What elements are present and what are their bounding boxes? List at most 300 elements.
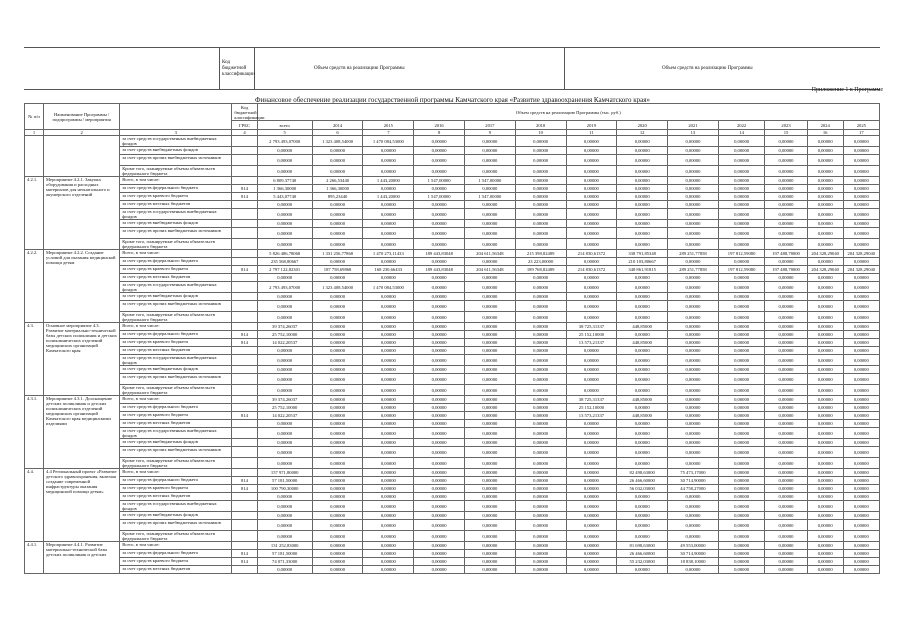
year-value: 0,00000	[566, 147, 617, 155]
total-value: 5 443,07740	[257, 193, 312, 201]
year-value: 0,00000	[414, 458, 465, 469]
total-value: 0,00000	[257, 347, 312, 355]
year-value: 0,00000	[843, 558, 879, 566]
year-value: 0,00000	[617, 312, 668, 323]
total-value: 5 826 486,78068	[257, 250, 312, 258]
budget-code	[232, 293, 257, 301]
year-value: 0,00000	[363, 347, 414, 355]
year-value: 0,00000	[515, 193, 566, 201]
year-value: 1 547,00000	[464, 193, 515, 201]
year-value: 0,00000	[414, 258, 465, 266]
funding-source: Всего, в том числе:	[120, 250, 232, 258]
year-value: 0,00000	[765, 274, 807, 282]
year-value: 0,00000	[515, 439, 566, 447]
funding-source: за счет средств государственных внебюджетных фондов	[120, 428, 232, 439]
year-value: 0,00000	[843, 477, 879, 485]
year-value: 26 466,60000	[617, 477, 668, 485]
year-value: 0,00000	[843, 366, 879, 374]
year-value: 0,00000	[765, 239, 807, 250]
year-value: 0,00000	[566, 520, 617, 531]
column-index: 15	[765, 130, 807, 136]
year-header: 2025	[843, 121, 879, 130]
year-value: 0,00000	[312, 396, 363, 404]
year-value: 0,00000	[566, 355, 617, 366]
year-value: 0,00000	[668, 428, 719, 439]
year-value: 0,00000	[843, 274, 879, 282]
budget-code	[232, 531, 257, 542]
year-header: 2016	[414, 121, 465, 130]
year-value: 0,00000	[515, 293, 566, 301]
budget-code	[232, 501, 257, 512]
year-value: 0,00000	[414, 239, 465, 250]
year-value: 0,00000	[363, 323, 414, 331]
year-value: 0,00000	[843, 239, 879, 250]
funding-source: за счет средств местных бюджетов	[120, 420, 232, 428]
year-value: 0,00000	[807, 439, 843, 447]
year-value: 0,00000	[843, 469, 879, 477]
budget-code: 814	[232, 266, 257, 274]
year-value: 0,00000	[464, 485, 515, 493]
year-value: 25 152,10000	[566, 331, 617, 339]
table-row	[25, 366, 880, 374]
total-value: 0,00000	[257, 228, 312, 239]
year-value: 25 152,10000	[566, 404, 617, 412]
budget-code: 814	[232, 550, 257, 558]
budget-code	[232, 274, 257, 282]
year-value: 0,00000	[617, 347, 668, 355]
table-row	[25, 493, 880, 501]
year-value: 0,00000	[515, 412, 566, 420]
total-value: 0,00000	[257, 312, 312, 323]
year-value: 214 830,61372	[566, 266, 617, 274]
funding-source: Кроме того, планируемые объемы обязательств федерального бюджета	[120, 458, 232, 469]
year-value: 0,00000	[718, 428, 765, 439]
year-value: 1 470 084,53000	[363, 282, 414, 293]
funding-source: за счет средств местных бюджетов	[120, 274, 232, 282]
year-value: 0,00000	[843, 566, 879, 574]
year-value: 0,00000	[718, 177, 765, 185]
year-value: 0,00000	[566, 301, 617, 312]
year-value: 0,00000	[566, 185, 617, 193]
year-value: 0,00000	[807, 420, 843, 428]
total-value: 0,00000	[257, 428, 312, 439]
total-value: 157 971,80000	[257, 469, 312, 477]
year-value: 0,00000	[765, 550, 807, 558]
year-value: 0,00000	[765, 166, 807, 177]
year-value: 0,00000	[807, 193, 843, 201]
year-value: 0,00000	[464, 374, 515, 385]
year-value: 0,00000	[566, 558, 617, 566]
year-value: 0,00000	[414, 366, 465, 374]
funding-source: Кроме того, планируемые объемы обязательств федерального бюджета	[120, 385, 232, 396]
column-index: 16	[807, 130, 843, 136]
year-value: 0,00000	[414, 293, 465, 301]
year-value: 0,00000	[464, 239, 515, 250]
funding-source: Кроме того, планируемые объемы обязательств федерального бюджета	[120, 531, 232, 542]
year-value: 0,00000	[807, 447, 843, 458]
total-value: 0,00000	[257, 155, 312, 166]
year-value: 0,00000	[515, 428, 566, 439]
table-row	[25, 485, 880, 493]
funding-source: Всего, в том числе:	[120, 469, 232, 477]
column-index: 17	[843, 130, 879, 136]
total-value: 0,00000	[257, 293, 312, 301]
funding-source: Всего, в том числе:	[120, 323, 232, 331]
year-value: 204 611,56348	[464, 266, 515, 274]
year-value: 189 443,83048	[414, 250, 465, 258]
year-value: 0,00000	[363, 477, 414, 485]
year-value: 0,00000	[765, 542, 807, 550]
year-value: 0,00000	[312, 355, 363, 366]
year-value: 0,00000	[617, 566, 668, 574]
activity-name: Мероприятие 4.3.1. Дооснащение детских поликлиник и детских поликлинических отделений медицинских организаций Камчатского края медицинскими изделиями	[44, 396, 120, 469]
year-value: 0,00000	[515, 566, 566, 574]
year-value: 0,00000	[668, 177, 719, 185]
year-value: 0,00000	[617, 512, 668, 520]
year-value: 0,00000	[718, 274, 765, 282]
year-value: 189 768,82489	[515, 266, 566, 274]
year-value: 0,00000	[312, 439, 363, 447]
year-value: 0,00000	[312, 366, 363, 374]
funding-source: за счет средств краевого бюджета	[120, 412, 232, 420]
year-value: 0,00000	[807, 501, 843, 512]
year-value: 0,00000	[843, 493, 879, 501]
year-value: 0,00000	[312, 501, 363, 512]
year-value: 0,00000	[566, 439, 617, 447]
year-value: 0,00000	[617, 228, 668, 239]
year-value: 0,00000	[363, 339, 414, 347]
funding-source: за счет средств краевого бюджета	[120, 339, 232, 347]
year-value: 0,00000	[464, 566, 515, 574]
year-value: 0,00000	[718, 531, 765, 542]
year-value: 55 232,03000	[617, 558, 668, 566]
year-value: 0,00000	[566, 155, 617, 166]
year-value: 197 812,59080	[718, 266, 765, 274]
year-value: 0,00000	[363, 542, 414, 550]
year-value: 0,00000	[617, 355, 668, 366]
year-value: 0,00000	[718, 566, 765, 574]
year-value: 0,00000	[718, 542, 765, 550]
year-header: 2017	[464, 121, 515, 130]
year-value: 0,00000	[566, 420, 617, 428]
year-value: 0,00000	[843, 177, 879, 185]
year-value: 0,00000	[515, 558, 566, 566]
table-row	[25, 193, 880, 201]
total-value: 0,00000	[257, 274, 312, 282]
year-value: 0,00000	[414, 228, 465, 239]
budget-code	[232, 136, 257, 147]
year-value: 0,00000	[718, 155, 765, 166]
year-value: 0,00000	[515, 385, 566, 396]
budget-code: 814	[232, 485, 257, 493]
total-value: 57 181,50000	[257, 550, 312, 558]
table-row	[25, 258, 880, 266]
year-value: 0,00000	[515, 477, 566, 485]
funding-source: за счет средств прочих внебюджетных источников	[120, 155, 232, 166]
year-value: 197 488,78000	[765, 250, 807, 258]
year-value: 0,00000	[312, 331, 363, 339]
table-row	[25, 404, 880, 412]
year-value: 23 223,00000	[515, 258, 566, 266]
year-value: 0,00000	[807, 209, 843, 220]
year-value: 0,00000	[363, 374, 414, 385]
year-value: 0,00000	[566, 239, 617, 250]
year-value: 0,00000	[464, 339, 515, 347]
column-index: 3	[120, 130, 232, 136]
year-value: 0,00000	[807, 512, 843, 520]
year-value: 0,00000	[414, 301, 465, 312]
column-index: 12	[617, 130, 668, 136]
total-value: 0,00000	[257, 531, 312, 542]
year-value: 13 573,21337	[566, 412, 617, 420]
total-value: 2 797 122,82301	[257, 266, 312, 274]
year-value: 0,00000	[843, 439, 879, 447]
year-value: 0,00000	[617, 493, 668, 501]
year-value: 0,00000	[363, 558, 414, 566]
year-value: 0,00000	[617, 166, 668, 177]
year-value: 0,00000	[515, 550, 566, 558]
year-value: 0,00000	[718, 520, 765, 531]
year-value: 0,00000	[668, 155, 719, 166]
table-row	[25, 458, 880, 469]
year-value: 0,00000	[617, 447, 668, 458]
year-value: 0,00000	[464, 201, 515, 209]
year-value: 0,00000	[363, 550, 414, 558]
year-value: 0,00000	[566, 501, 617, 512]
year-value: 0,00000	[515, 201, 566, 209]
year-value: 0,00000	[765, 458, 807, 469]
year-value: 30 714,90000	[668, 550, 719, 558]
year-value: 0,00000	[617, 136, 668, 147]
year-value: 0,00000	[668, 566, 719, 574]
year-value: 0,00000	[566, 177, 617, 185]
year-value: 0,00000	[464, 282, 515, 293]
year-value: 0,00000	[566, 193, 617, 201]
year-value: 0,00000	[807, 339, 843, 347]
year-value: 38 725,31337	[566, 396, 617, 404]
year-value: 0,00000	[312, 323, 363, 331]
table-row	[25, 166, 880, 177]
year-value: 1 323 408,54000	[312, 136, 363, 147]
year-value: 0,00000	[807, 477, 843, 485]
funding-source: за счет средств федерального бюджета	[120, 477, 232, 485]
year-value: 0,00000	[566, 228, 617, 239]
year-value: 0,00000	[312, 420, 363, 428]
table-row	[25, 385, 880, 396]
funding-source: за счет средств внебюджетных фондов	[120, 293, 232, 301]
year-value: 0,00000	[617, 193, 668, 201]
year-value: 0,00000	[765, 485, 807, 493]
year-value: 0,00000	[668, 193, 719, 201]
year-value: 0,00000	[668, 512, 719, 520]
budget-code	[232, 155, 257, 166]
year-value: 0,00000	[668, 439, 719, 447]
column-index: 14	[718, 130, 765, 136]
year-value: 0,00000	[312, 274, 363, 282]
year-value: 0,00000	[414, 550, 465, 558]
year-value: 0,00000	[312, 385, 363, 396]
year-value: 0,00000	[765, 404, 807, 412]
funding-source: за счет средств федерального бюджета	[120, 404, 232, 412]
table-row	[25, 136, 880, 147]
year-value: 0,00000	[566, 566, 617, 574]
year-value: 0,00000	[765, 220, 807, 228]
year-value: 0,00000	[464, 185, 515, 193]
year-header: 2021	[668, 121, 719, 130]
year-value: 0,00000	[668, 228, 719, 239]
budget-code	[232, 312, 257, 323]
funding-source: Кроме того, планируемые объемы обязательств федерального бюджета	[120, 239, 232, 250]
year-value: 0,00000	[843, 201, 879, 209]
funding-source: Кроме того, планируемые объемы обязательств федерального бюджета	[120, 166, 232, 177]
year-value: 0,00000	[843, 136, 879, 147]
year-value: 0,00000	[718, 258, 765, 266]
year-value: 0,00000	[566, 166, 617, 177]
year-value: 0,00000	[414, 531, 465, 542]
budget-code	[232, 258, 257, 266]
year-value: 0,00000	[718, 485, 765, 493]
budget-code	[232, 166, 257, 177]
row-number: 4.3.1.	[25, 396, 44, 469]
year-header: 2023	[765, 121, 807, 130]
year-value: 0,00000	[414, 501, 465, 512]
year-value: 0,00000	[312, 412, 363, 420]
year-value: 0,00000	[807, 293, 843, 301]
year-value: 0,00000	[363, 520, 414, 531]
year-value: 0,00000	[765, 155, 807, 166]
year-value: 0,00000	[843, 374, 879, 385]
year-value: 0,00000	[807, 347, 843, 355]
year-value: 0,00000	[464, 274, 515, 282]
activity-name: 4.4 Региональный проект «Развитие детского здравоохранения, включая создание современной инфраструктуры оказания медицинской помощи детям»	[44, 469, 120, 542]
year-value: 0,00000	[363, 420, 414, 428]
year-value: 0,00000	[363, 258, 414, 266]
year-value: 0,00000	[414, 282, 465, 293]
budget-code	[232, 439, 257, 447]
activity-name: Мероприятие 4.4.1. Развитие материально-технической базы детских поликлиник и детских	[44, 542, 120, 574]
year-value: 0,00000	[566, 428, 617, 439]
budget-code	[232, 147, 257, 155]
year-value: 0,00000	[464, 550, 515, 558]
year-value: 0,00000	[414, 566, 465, 574]
year-value: 0,00000	[668, 420, 719, 428]
budget-code	[232, 201, 257, 209]
year-value: 0,00000	[566, 258, 617, 266]
year-value: 0,00000	[312, 404, 363, 412]
table-row	[25, 250, 880, 258]
year-value: 0,00000	[515, 447, 566, 458]
year-value: 0,00000	[363, 331, 414, 339]
year-value: 0,00000	[765, 177, 807, 185]
year-value: 0,00000	[414, 512, 465, 520]
year-value: 0,00000	[765, 396, 807, 404]
year-value: 0,00000	[312, 374, 363, 385]
table-row	[25, 531, 880, 542]
year-value: 0,00000	[718, 558, 765, 566]
year-value: 0,00000	[718, 385, 765, 396]
funding-source: за счет средств краевого бюджета	[120, 485, 232, 493]
funding-source: за счет средств местных бюджетов	[120, 566, 232, 574]
year-value: 0,00000	[668, 185, 719, 193]
year-value: 75 473,17000	[668, 469, 719, 477]
year-value: 0,00000	[718, 366, 765, 374]
year-value: 26 466,60000	[617, 550, 668, 558]
year-value: 0,00000	[515, 282, 566, 293]
year-value: 0,00000	[515, 469, 566, 477]
year-value: 348 861,91815	[617, 266, 668, 274]
year-value: 0,00000	[765, 293, 807, 301]
year-value: 0,00000	[312, 458, 363, 469]
year-value: 0,00000	[464, 542, 515, 550]
year-value: 0,00000	[668, 347, 719, 355]
total-value: 0,00000	[257, 458, 312, 469]
year-value: 0,00000	[464, 155, 515, 166]
year-value: 0,00000	[515, 209, 566, 220]
year-value: 0,00000	[312, 485, 363, 493]
year-value: 0,00000	[363, 412, 414, 420]
funding-source: за счет средств прочих внебюджетных источников	[120, 520, 232, 531]
table-row	[25, 266, 880, 274]
year-value: 0,00000	[515, 520, 566, 531]
year-value: 197 812,59080	[718, 250, 765, 258]
year-value: 0,00000	[312, 209, 363, 220]
year-value: 0,00000	[515, 177, 566, 185]
budget-code	[232, 458, 257, 469]
year-value: 0,00000	[363, 501, 414, 512]
year-value: 0,00000	[843, 458, 879, 469]
year-value: 0,00000	[464, 228, 515, 239]
year-value: 18 838,10000	[668, 558, 719, 566]
total-value: 2 793 493,07000	[257, 136, 312, 147]
budget-code	[232, 239, 257, 250]
funding-source: за счет средств государственных внебюджетных фондов	[120, 136, 232, 147]
year-value: 0,00000	[765, 566, 807, 574]
year-value: 0,00000	[566, 282, 617, 293]
year-header: 2024	[807, 121, 843, 130]
year-value: 0,00000	[718, 512, 765, 520]
year-value: 0,00000	[807, 566, 843, 574]
year-value: 0,00000	[464, 323, 515, 331]
year-value: 0,00000	[668, 374, 719, 385]
year-value: 0,00000	[515, 458, 566, 469]
year-value: 895,23440	[312, 193, 363, 201]
total-value: 100 790,30000	[257, 485, 312, 493]
year-value: 204 328,29040	[843, 250, 879, 258]
year-value: 0,00000	[363, 147, 414, 155]
year-value: 0,00000	[515, 136, 566, 147]
year-value: 0,00000	[718, 447, 765, 458]
year-value: 0,00000	[515, 323, 566, 331]
year-value: 0,00000	[843, 209, 879, 220]
year-value: 448,85000	[617, 396, 668, 404]
funding-source: за счет средств федерального бюджета	[120, 331, 232, 339]
total-value: 14 022,20537	[257, 339, 312, 347]
year-value: 0,00000	[312, 166, 363, 177]
total-value: 0,00000	[257, 439, 312, 447]
year-value: 0,00000	[617, 420, 668, 428]
column-index: 9	[464, 130, 515, 136]
year-value: 0,00000	[566, 485, 617, 493]
budget-code	[232, 220, 257, 228]
year-value: 0,00000	[363, 155, 414, 166]
funding-source: за счет средств внебюджетных фондов	[120, 512, 232, 520]
year-value: 204 611,56348	[464, 250, 515, 258]
year-value: 215 398,82489	[515, 250, 566, 258]
year-value: 0,00000	[843, 193, 879, 201]
year-value: 0,00000	[718, 201, 765, 209]
total-header: всего	[257, 121, 312, 130]
year-value: 0,00000	[718, 185, 765, 193]
